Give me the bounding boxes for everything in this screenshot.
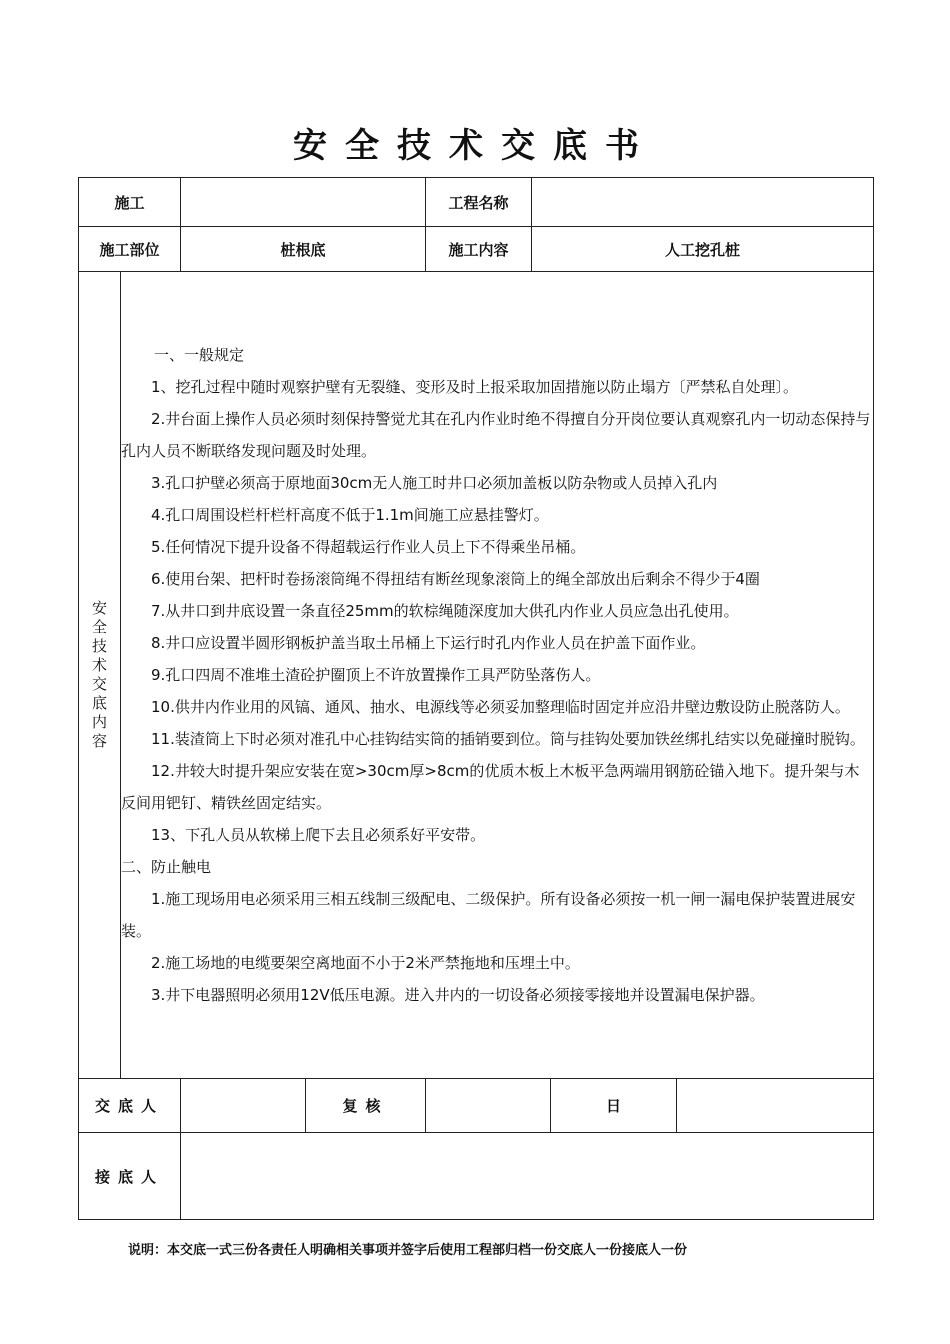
section2-title: 二、防止触电 — [121, 858, 212, 876]
rule-item: 9.孔口四周不准堆土渣砼护圈顶上不许放置操作工具严防坠落伤人。 — [151, 666, 601, 684]
rule-item: 2.施工场地的电缆要架空离地面不小于2米严禁拖地和压埋土中。 — [151, 954, 580, 972]
value-discloser[interactable] — [181, 1079, 306, 1133]
value-construction-part: 桩根底 — [181, 227, 426, 272]
value-project-name[interactable] — [532, 178, 874, 227]
rule-item: 10.供井内作业用的风镐、通风、抽水、电源线等必须妥加整理临时固定并应沿井壁边敷设防止脱落防人。 — [151, 698, 850, 716]
label-discloser: 交底人 — [79, 1079, 181, 1133]
rule-item: 3.孔口护壁必须高于原地面30cm无人施工时井口必须加盖板以防杂物或人员掉入孔内 — [151, 474, 718, 492]
section1-title: 一、一般规定 — [154, 346, 245, 364]
rule-item: 8.井口应设置半圆形钢板护盖当取土吊桶上下运行时孔内作业人员在护盖下面作业。 — [151, 634, 706, 652]
rule-item: 7.从井口到井底设置一条直径25mm的软棕绳随深度加大供孔内作业人员应急出孔使用。 — [151, 602, 739, 620]
document-title: 安全技术交底书 — [293, 126, 657, 166]
rule-item: 6.使用台架、把杆时卷扬滚筒绳不得扭结有断丝现象滚筒上的绳全部放出后剩余不得少于4圈 — [151, 570, 760, 588]
label-construction: 施工 — [79, 178, 181, 227]
label-construction-content: 施工内容 — [426, 227, 532, 272]
content-cell — [121, 272, 874, 1079]
disclosure-table — [78, 177, 874, 1220]
value-review[interactable] — [426, 1079, 551, 1133]
side-label-cell — [79, 272, 121, 1079]
rule-item: 3.井下电器照明必须用12V低压电源。进入井内的一切设备必须接零接地并设置漏电保护器。 — [151, 986, 765, 1004]
value-receiver[interactable] — [181, 1133, 874, 1220]
footnote: 说明：本交底一式三份各责任人明确相关事项并签字后使用工程部归档一份交底人一份接底人一份 — [128, 1243, 688, 1258]
rule-item: 1、挖孔过程中随时观察护壁有无裂缝、变形及时上报采取加固措施以防止塌方〔严禁私自处理〕。 — [151, 378, 799, 396]
label-construction-part: 施工部位 — [79, 227, 181, 272]
rule-item: 4.孔口周围设栏杆栏杆高度不低于1.1m间施工应悬挂警灯。 — [151, 506, 549, 524]
rule-item: 11.装渣筒上下时必须对准孔中心挂钩结实筒的插销要到位。筒与挂钩处要加铁丝绑扎结实以免碰撞时脱钩。 — [151, 730, 865, 748]
label-date: 日 — [551, 1079, 677, 1133]
rule-item: 2.井台面上操作人员必须时刻保持警觉尤其在孔内作业时绝不得擅自分开岗位要认真观察孔内一切动态保持与孔内人员不断联络发现问题及时处理。 — [121, 410, 871, 460]
label-receiver: 接底人 — [79, 1133, 181, 1220]
value-date[interactable] — [677, 1079, 874, 1133]
side-label: 安全技术交底内容 — [91, 599, 107, 750]
rule-item: 1.施工现场用电必须采用三相五线制三级配电、二级保护。所有设备必须按一机一闸一漏电保护装置进展安装。 — [121, 890, 856, 940]
rule-item: 5.任何情况下提升设备不得超载运行作业人员上下不得乘坐吊桶。 — [151, 538, 586, 556]
value-construction-content: 人工挖孔桩 — [532, 227, 874, 272]
rule-item: 12.井较大时提升架应安装在宽>30cm厚>8cm的优质木板上木板平急两端用钢筋砼锚入地下。提升架与木反间用钯钉、精铁丝固定结实。 — [121, 762, 860, 812]
rule-item: 13、下孔人员从软梯上爬下去且必须系好平安带。 — [151, 826, 486, 844]
value-construction[interactable] — [181, 178, 426, 227]
label-project-name: 工程名称 — [426, 178, 532, 227]
label-review: 复核 — [306, 1079, 426, 1133]
